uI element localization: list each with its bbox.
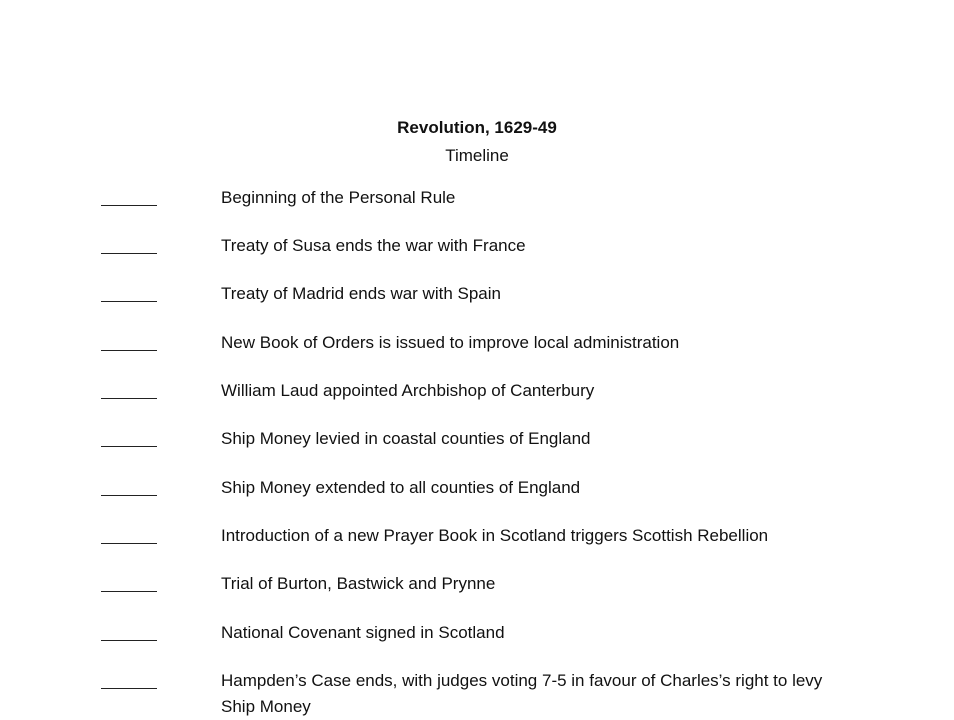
date-blank	[101, 688, 157, 689]
date-blank	[101, 253, 157, 254]
timeline-event: Treaty of Madrid ends war with Spain	[221, 284, 501, 303]
timeline-event: Ship Money levied in coastal counties of England	[221, 429, 591, 448]
date-blank	[101, 205, 157, 206]
timeline-event: Trial of Burton, Bastwick and Prynne	[221, 574, 496, 593]
timeline-event: Treaty of Susa ends the war with France	[221, 236, 526, 255]
timeline-event: Ship Money extended to all counties of England	[221, 478, 581, 497]
date-blank	[101, 301, 157, 302]
date-blank	[101, 446, 157, 447]
timeline-event: Hampden’s Case ends, with judges voting 7-5 in favour of Charles’s right to levy Ship Money	[221, 671, 823, 716]
date-blank	[101, 398, 157, 399]
timeline-event: William Laud appointed Archbishop of Canterbury	[221, 381, 595, 400]
document-subtitle: Timeline	[445, 146, 509, 165]
timeline-event: Beginning of the Personal Rule	[221, 188, 456, 207]
timeline-event: Introduction of a new Prayer Book in Scotland triggers Scottish Rebellion	[221, 526, 769, 545]
date-blank	[101, 640, 157, 641]
document-title: Revolution, 1629-49	[397, 118, 557, 137]
date-blank	[101, 591, 157, 592]
timeline-event: National Covenant signed in Scotland	[221, 623, 505, 642]
timeline-event: New Book of Orders is issued to improve local administration	[221, 333, 680, 352]
date-blank	[101, 543, 157, 544]
date-blank	[101, 350, 157, 351]
date-blank	[101, 495, 157, 496]
